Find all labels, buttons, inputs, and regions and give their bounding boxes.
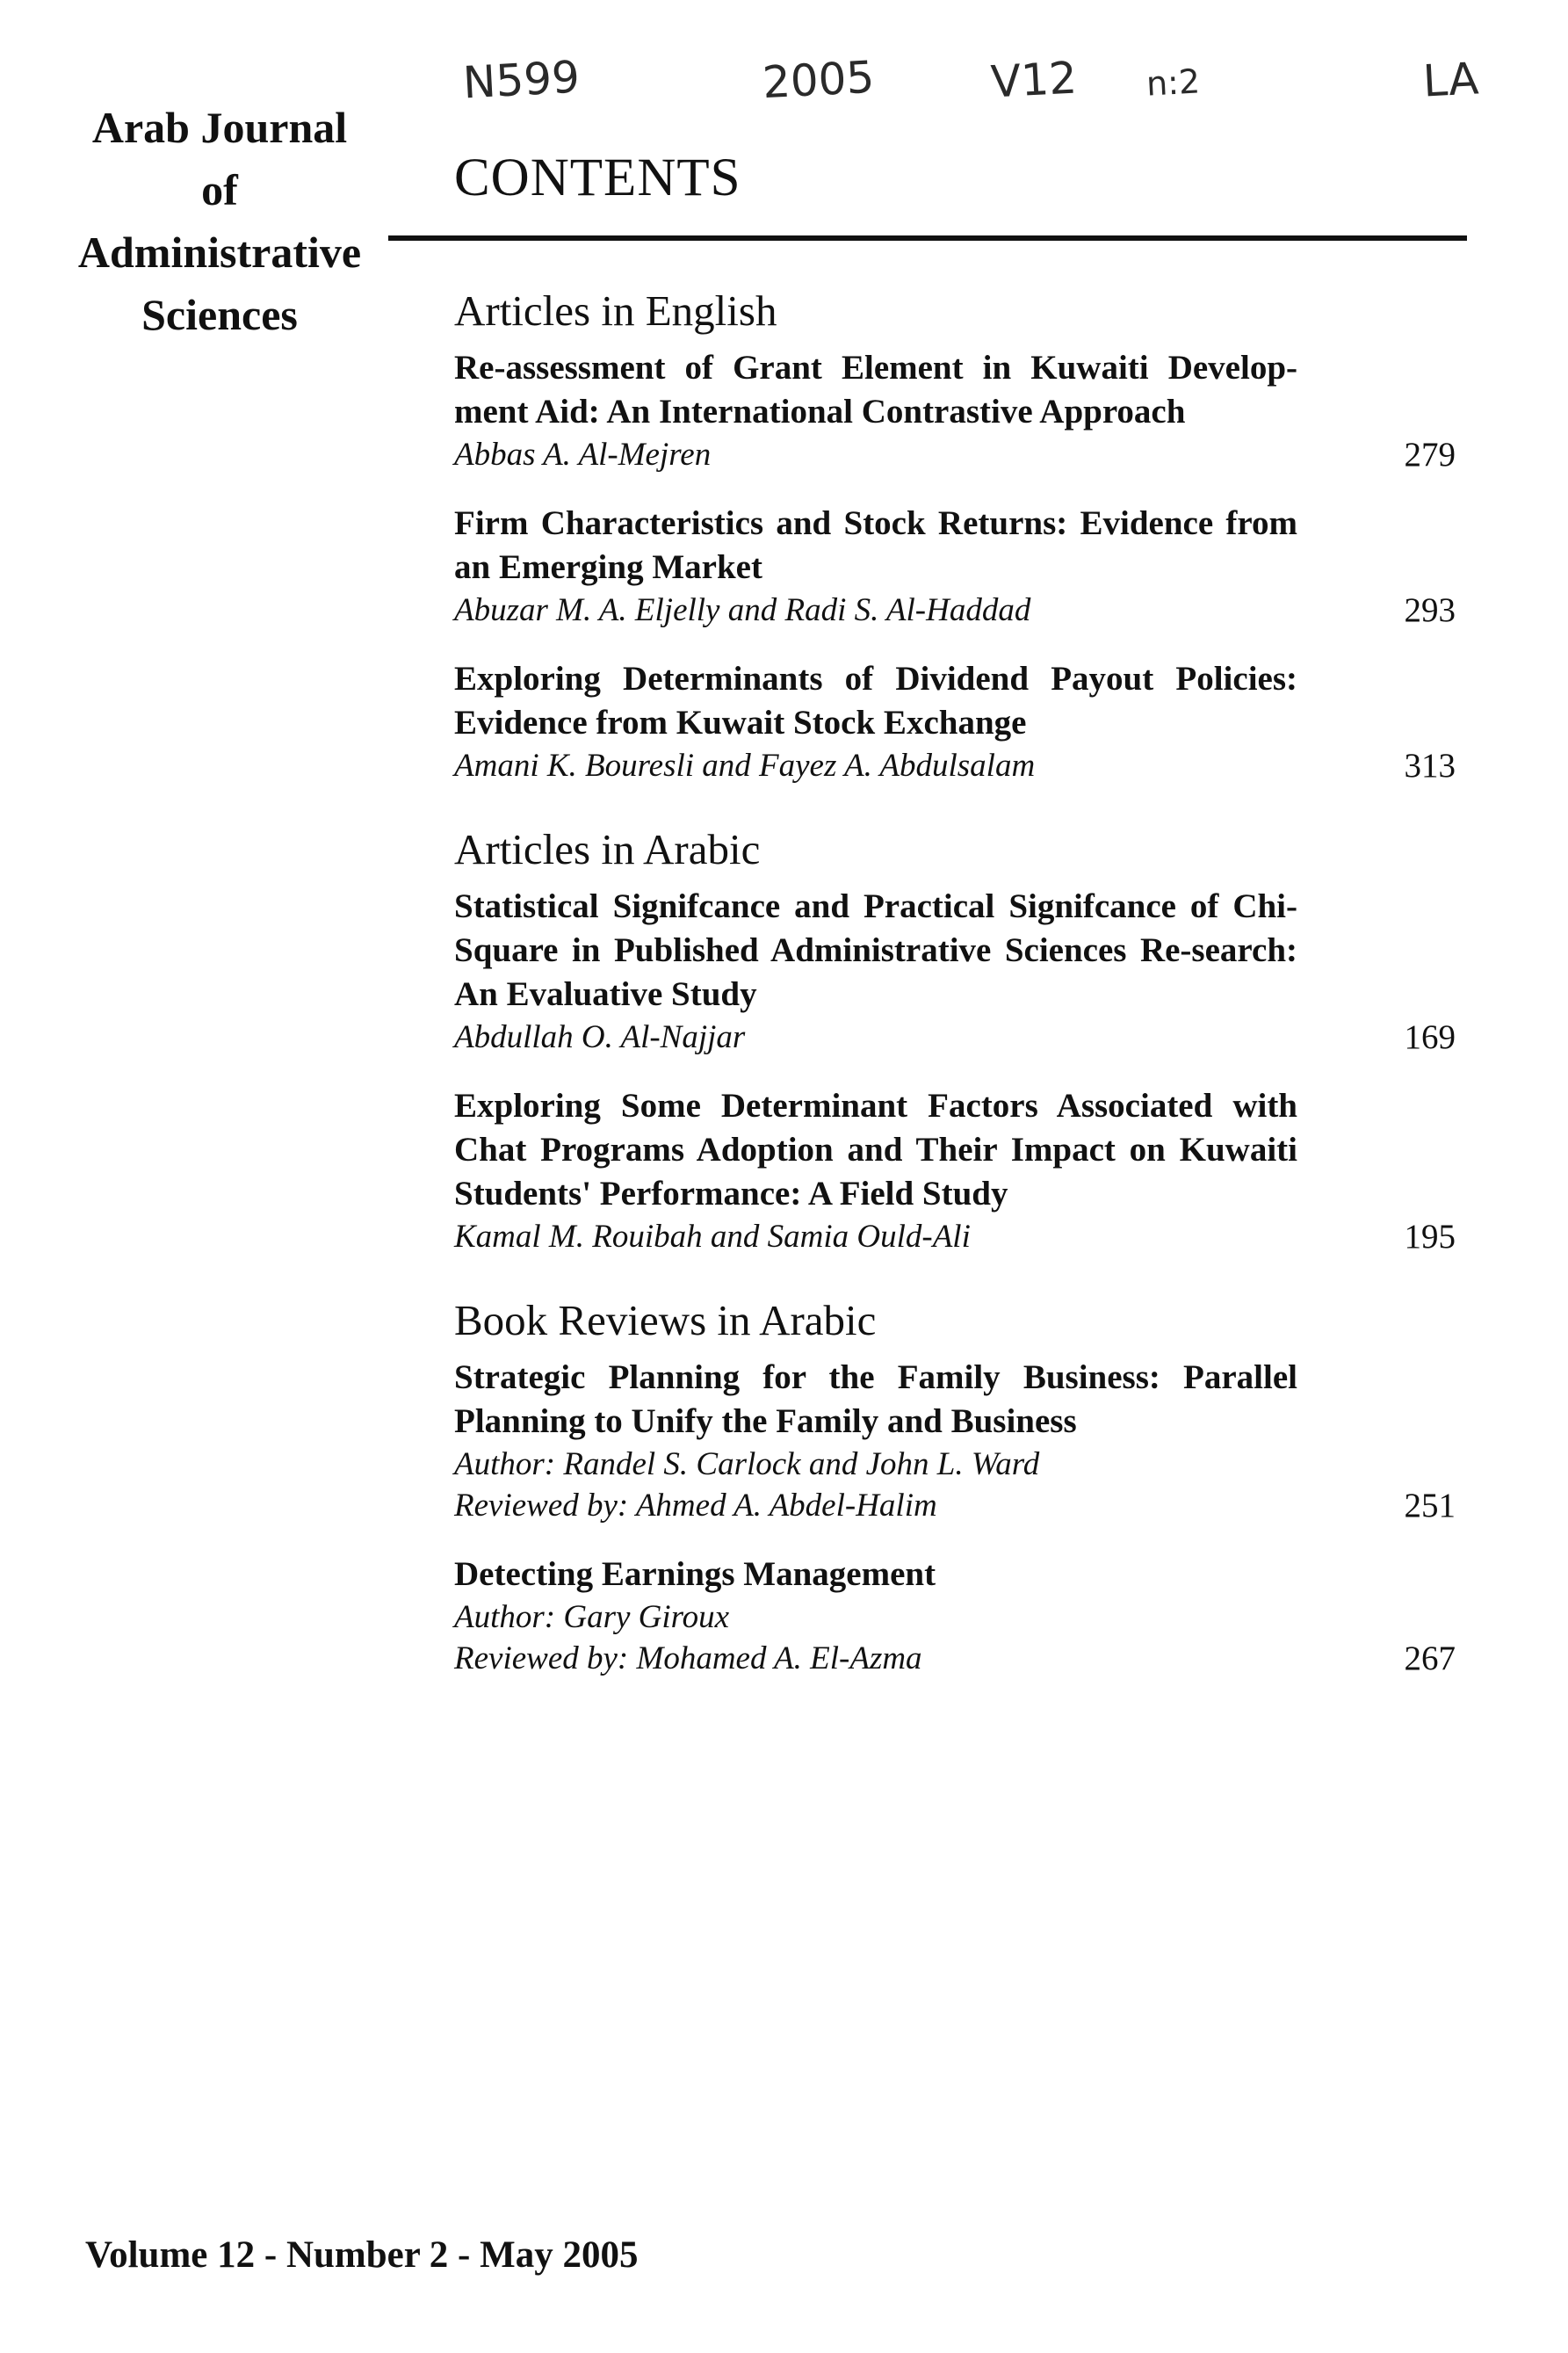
entry-author-line: Abuzar M. A. Eljelly and Radi S. Al-Haddad: [454, 592, 1031, 628]
toc-entry: [454, 1356, 1456, 1526]
toc-entry: [454, 346, 1456, 475]
issue-footer: Volume 12 - Number 2 - May 2005: [85, 2234, 639, 2276]
toc-entry: [454, 657, 1456, 786]
journal-name-line: of: [201, 165, 238, 214]
toc-entry: [454, 1553, 1456, 1679]
entry-page-number: 293: [1404, 591, 1456, 629]
journal-name-line: Sciences: [141, 290, 298, 339]
handwritten-note: 2005: [761, 51, 876, 109]
entry-title: Strategic Planning for the Family Business: Parallel Planning to Unify the Family and Business: [454, 1358, 1297, 1440]
entry-page-number: 313: [1404, 747, 1456, 785]
entry-page-number: 267: [1404, 1640, 1456, 1677]
entry-title: Exploring Some Determinant Factors Associated with Chat Programs Adoption and Their Impact on Kuwaiti Students' Performance: A Field Study: [454, 1087, 1297, 1213]
handwritten-note: V12: [989, 52, 1079, 108]
entry-title: Re-assessment of Grant Element in Kuwaiti Develop-ment Aid: An International Contrastive Approach: [454, 349, 1297, 431]
toc-section: [454, 1289, 1456, 1679]
toc-entry: [454, 1084, 1456, 1257]
handwritten-note: n:2: [1145, 62, 1202, 104]
handwritten-note: N599: [461, 51, 582, 109]
entry-author-line: Kamal M. Rouibah and Samia Ould-Ali: [454, 1219, 971, 1255]
entry-author-line: Abdullah O. Al-Najjar: [454, 1019, 746, 1055]
toc-entry: [454, 885, 1456, 1058]
toc-entry: [454, 502, 1456, 631]
entry-page-number: 251: [1404, 1487, 1456, 1524]
section-heading: Book Reviews in Arabic: [454, 1296, 877, 1344]
table-of-contents: [454, 279, 1456, 1711]
section-heading: Articles in Arabic: [454, 825, 761, 873]
entry-author-line: Author: Gary Giroux: [454, 1599, 730, 1635]
entry-title: Detecting Earnings Management: [454, 1555, 936, 1593]
entry-page-number: 169: [1404, 1018, 1456, 1056]
entry-author-line: Reviewed by: Mohamed A. El-Azma: [454, 1640, 922, 1676]
entry-author-line: Author: Randel S. Carlock and John L. Ward: [454, 1446, 1040, 1482]
entry-page-number: 195: [1404, 1218, 1456, 1256]
section-heading: Articles in English: [454, 286, 777, 335]
entry-title: Statistical Signifcance and Practical Signifcance of Chi-Square in Published Administrative Sciences Re-search: An Evaluative Study: [454, 887, 1297, 1013]
entry-title: Firm Characteristics and Stock Returns: Evidence from an Emerging Market: [454, 504, 1297, 586]
toc-section: [454, 818, 1456, 1257]
journal-name-line: Administrative: [77, 228, 362, 277]
entry-author-line: Amani K. Bouresli and Fayez A. Abdulsalam: [454, 748, 1036, 784]
entry-author-line: Abbas A. Al-Mejren: [454, 437, 712, 473]
toc-section: [454, 279, 1456, 786]
journal-name-line: Arab Journal: [91, 103, 348, 152]
entry-author-line: Reviewed by: Ahmed A. Abdel-Halim: [454, 1488, 937, 1524]
title-rule: [388, 235, 1467, 241]
handwritten-note: LA: [1421, 53, 1480, 107]
entry-page-number: 279: [1404, 436, 1456, 474]
handwritten-notes: [0, 51, 1568, 134]
contents-title: CONTENTS: [454, 148, 741, 207]
journal-name: [53, 97, 387, 346]
entry-title: Exploring Determinants of Dividend Payout Policies: Evidence from Kuwait Stock Exchange: [454, 660, 1297, 742]
